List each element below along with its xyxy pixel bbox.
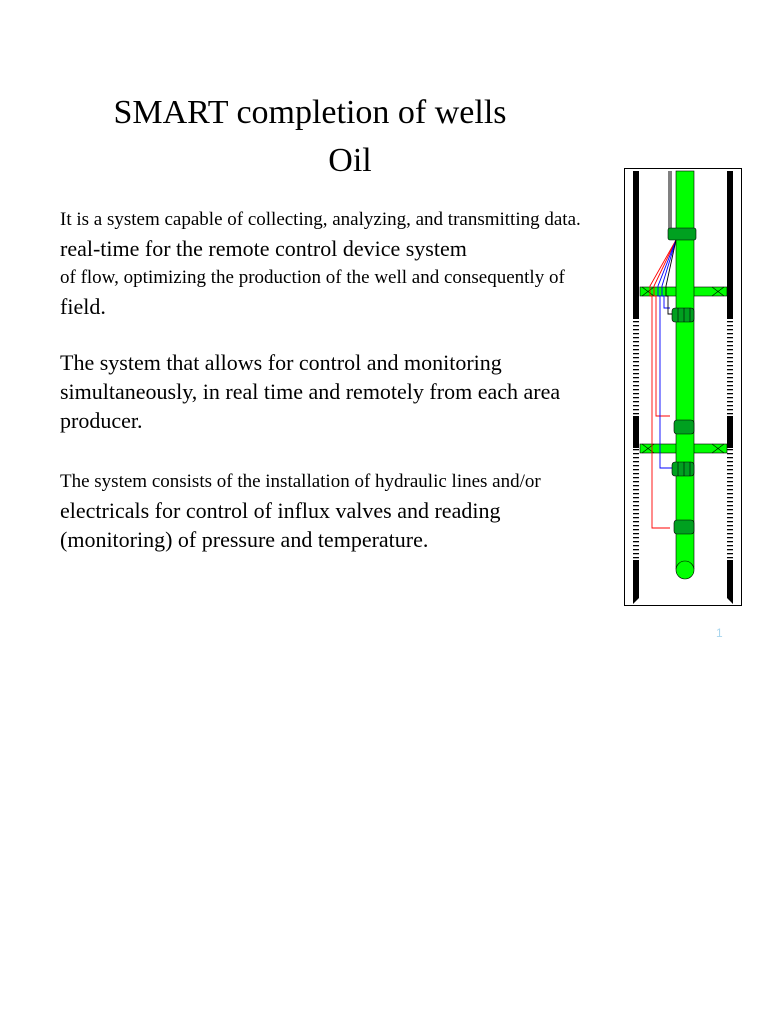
- valve-zone-1: [672, 308, 694, 322]
- page-number: 1: [716, 626, 723, 640]
- casing-right: [727, 171, 733, 604]
- valve-zone-4: [674, 520, 694, 534]
- paragraph-2: [60, 348, 620, 435]
- paragraph-1-line-3: of flow, optimizing the production of the well and consequently of: [60, 267, 565, 288]
- paragraph-2-line-3: producer.: [60, 408, 143, 433]
- casing-left: [633, 171, 639, 604]
- valve-zone-2: [674, 420, 694, 434]
- paragraph-2-line-1: The system that allows for control and monitoring: [60, 350, 502, 375]
- paragraph-1: [60, 205, 620, 321]
- gray-control-line: [668, 171, 672, 231]
- paragraph-2-line-2: simultaneously, in real time and remotely from each area: [60, 379, 561, 404]
- paragraph-3-line-3: (monitoring) of pressure and temperature.: [60, 527, 429, 552]
- paragraph-1-line-1: It is a system capable of collecting, analyzing, and transmitting data.: [60, 209, 581, 230]
- paragraph-3-line-2: electricals for control of influx valves and reading: [60, 498, 501, 523]
- paragraph-3-line-1: The system consists of the installation of hydraulic lines and/or: [60, 471, 541, 492]
- paragraph-1-line-4: field.: [60, 294, 106, 319]
- tubing-bottom-cap: [676, 561, 694, 579]
- paragraph-3: [60, 467, 620, 554]
- smart-well-diagram: [624, 168, 742, 606]
- paragraph-1-line-2: real-time for the remote control device system: [60, 236, 467, 261]
- upper-valve: [668, 228, 696, 240]
- slide-subtitle: Oil: [328, 142, 372, 179]
- slide-title: SMART completion of wells: [113, 94, 507, 131]
- valve-zone-3: [672, 462, 694, 476]
